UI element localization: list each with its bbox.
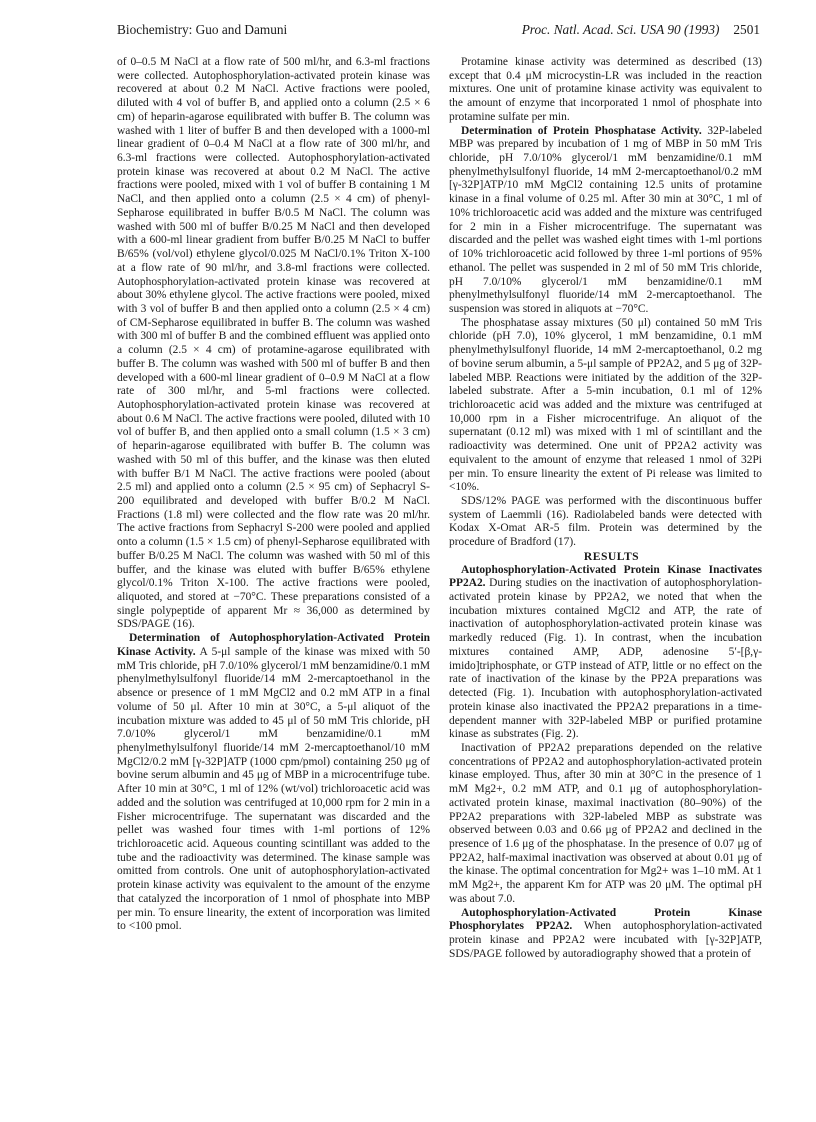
journal-citation — [522, 22, 760, 38]
right-column — [449, 56, 762, 961]
kinase-activity-text: A 5-μl sample of the kinase was mixed with 50 mM Tris chloride, pH 7.0/10% glycerol/1 mM benzamidine/0.1 mM phenylmethylsulfonyl fluoride/14 mM 2-mercaptoethanol in the absence or presence of 1 mM MgCl2 and 0.2 mM ATP in a final volume of 50 μl. After 10 min at 30°C, a 5-μl aliquot of the incubation mixture was added to 45 μl of 50 mM Tris chloride, pH 7.0/10% glycerol/1 mM benzamidine/0.1 mM phenylmethylsulfonyl fluoride/14 mM 2-mercaptoethanol/10 mM MgCl2/0.2 mM [γ-32P]ATP (1000 cpm/pmol) containing 250 μg of bovine serum albumin and 45 μg of MBP in a microcentrifuge tube. After 10 min at 30°C, 1 ml of 12% (wt/vol) trichloroacetic acid was added and the solution was centrifuged at 10,000 rpm for 2 min in a Fisher microcentrifuge. The supernatant was discarded and the pellet was washed four times with 1-ml portions of 12% trichloroacetic acid. Aqueous counting scintillant was added to the tube and the radioactivity was determined. The kinase sample was omitted from controls. One unit of autophosphorylation-activated protein kinase activity was equivalent to the amount of the enzyme that catalyzed the incorporation of 1 nmol of phosphate into MBP per min. To ensure linearity, the extent of incorporation was limited to <100 pmol. — [117, 645, 430, 933]
kinase-activity-heading: Determination of Autophosphorylation-Activated Protein Kinase Activity. — [117, 632, 430, 658]
purification-paragraph: of 0–0.5 M NaCl at a flow rate of 500 ml/hr, and 6.3-ml fractions were collected. Autophosphorylation-activated protein kinase was recovered at about 0.2 M NaCl. Active fractions were pooled, diluted with 4 vol of buffer B, and applied onto a column (2.5 × 6 cm) of heparin-agarose equilibrated with buffer B. The column was washed with 1 liter of buffer B and then developed with a 1000-ml linear gradient of 0–0.4 M NaCl at a flow rate of 300 ml/hr, and 6.3-ml fractions were collected. Autophosphorylation-activated protein kinase was recovered at about 0.2 M NaCl. The active fractions were pooled, mixed with 1 vol of buffer B containing 1 M NaCl, and then applied onto a column (2.5 × 4 cm) of phenyl-Sepharose equilibrated in buffer B/0.5 M NaCl. The column was washed with 500 ml of buffer B/0.25 M NaCl and then developed with a 600-ml linear gradient from buffer B/0.25 M NaCl to buffer B/65% (vol/vol) ethylene glycol/0.025 M NaCl/0.1% Triton X-100 at a flow rate of 90 ml/hr, and 3.8-ml fractions were collected. Autophosphorylation-activated protein kinase was recovered at about 30% ethylene glycol. The active fractions were pooled, mixed with 3 vol of buffer B and then applied onto a column (2.5 × 4 cm) of CM-Sepharose equilibrated in buffer B. The column was washed with 300 ml of buffer B and the combined effluent was applied onto a column (2.5 × 4 cm) of protamine-agarose equilibrated with buffer B. The column was washed with 500 ml of buffer B and then developed with a 600-ml linear gradient of 0–0.9 M NaCl at a flow rate of 300 ml/hr, and 5-ml fractions were collected. Autophosphorylation-activated protein kinase was recovered at about 0.6 M NaCl. The active fractions were pooled, diluted with 10 vol of buffer B, and then applied onto a small column (1.5 × 3 cm) of heparin-agarose equilibrated with buffer B. The column was washed with 50 ml of this buffer, and the kinase was then eluted with buffer B/1 M NaCl. The active fractions were pooled (about 2.5 ml) and applied onto a column (2.5 × 95 cm) of Sephacryl S-200 equilibrated and developed with buffer B/0.2 M NaCl. Fractions (1.8 ml) were collected and the flow rate was 20 ml/hr. The active fractions from Sephacryl S-200 were pooled and applied onto a column (1.5 × 1.5 cm) of phenyl-Sepharose equilibrated with buffer B/0.25 M NaCl. The column was washed with 50 ml of this buffer, and the kinase was eluted with buffer B/65% ethylene glycol/0.1% Triton X-100. The active fractions were pooled, aliquoted, and stored at −70°C. These preparations consisted of a single polypeptide of apparent Mr ≈ 36,000 as determined by SDS/PAGE (16). — [117, 56, 430, 631]
phosphatase-activity-paragraph — [449, 125, 762, 317]
protamine-kinase-paragraph: Protamine kinase activity was determined as described (13) except that 0.4 μM microcystin-LR was included in the reaction mixtures. One unit of protamine kinase activity was equivalent to the amount of enzyme that incorporated 1 nmol of phosphate into protamine sulfate per min. — [449, 56, 762, 123]
page-methods-paragraph: SDS/12% PAGE was performed with the discontinuous buffer system of Laemmli (16). Radiolabeled bands were detected with Kodax X-Omat AR-5 film. Protein was determined by the procedure of Bradford (17). — [449, 495, 762, 549]
phosphatase-activity-heading: Determination of Protein Phosphatase Activity. — [461, 124, 702, 137]
assay-mixture-paragraph: The phosphatase assay mixtures (50 μl) contained 50 mM Tris chloride (pH 7.0), 10% glycerol, 1 mM benzamidine, 0.1 mM phenylmethylsulfonyl fluoride, 14 mM 2-mercaptoethanol, 0.2 mg of bovine serum albumin, a 5-μl sample of PP2A2, and 5 μg of 32P-labeled MBP. Reactions were initiated by the addition of the 32P-labeled substrate. After a 5-min incubation, 0.1 ml of 12% trichloroacetic acid was added and the mixture was centrifuged at 10,000 rpm in a Fisher microcentrifuge. An aliquot of the supernatant (0.12 ml) was mixed with 1 ml of scintillant and the radioactivity was determined. One unit of PP2A2 activity was equivalent to the amount of enzyme that released 1 nmol of 32Pi per min. To ensure linearity the extent of Pi release was limited to <10%. — [449, 316, 762, 494]
inactivation-heading: Autophosphorylation-Activated Protein Kinase Inactivates PP2A2. — [449, 563, 762, 590]
phosphorylation-text: When autophosphorylation-activated protein kinase and PP2A2 were incubated with [γ-32P]ATP, SDS/PAGE followed by autoradiography showed that a protein of — [449, 920, 763, 960]
phosphorylation-paragraph — [449, 907, 762, 962]
concentration-paragraph: Inactivation of PP2A2 preparations depended on the relative concentrations of PP2A2 and autophosphorylation-activated protein kinase employed. Thus, after 30 min at 30°C in the presence of 1 mM Mg2+, 0.2 mM ATP, and 0.1 μg of autophosphorylation-activated protein kinase, maximal inactivation (80–90%) of the PP2A2 preparations with 32P-labeled MBP as substrate was observed between 0.03 and 0.66 μg of PP2A2 and declined in the presence of 1.6 μg of the phosphatase. In the presence of 0.07 μg of PP2A2, half-maximal inactivation was observed at about 0.01 μg of the kinase. The optimal concentration for Mg2+ was 1–10 mM. At 1 mM Mg2+, the apparent Km for ATP was 20 μM. The optimal pH was about 7.0. — [449, 741, 762, 905]
inactivation-paragraph — [449, 564, 762, 742]
inactivation-text: During studies on the inactivation of autophosphorylation-activated protein kinase by PP2A2, we noted that when the incubation mixtures contained MgCl2 and ATP, the rate of inactivation of autophosphorylation-activated protein kinase was markedly reduced (Fig. 1). In contrast, when the incubation mixtures contained AMP, ADP, adenosine 5′-[β,γ-imido]triphosphate, or GTP instead of ATP, little or no effect on the rate of inactivation of the kinase by the PP2A preparations was detected (Fig. 1). Incubation with autophosphorylation-activated protein kinase also inactivated the PP2A2 preparations in a time-dependent manner with 32P-labeled MBP or purified protamine kinase as substrates (Fig. 2). — [449, 577, 762, 741]
journal-name: Proc. Natl. Acad. Sci. USA 90 (1993) — [521, 22, 720, 37]
page-number: 2501 — [733, 22, 760, 37]
phosphatase-activity-text: 32P-labeled MBP was prepared by incubation of 1 mg of MBP in 50 mM Tris chloride, pH 7.0/10% glycerol/1 mM benzamidine/0.1 mM phenylmethylsulfonyl fluoride, 14 mM 2-mercaptoethanol/0.2 mM [γ-32P]ATP/10 mM MgCl2 containing 12.5 units of protamine kinase in a final volume of 0.25 ml. After 30 min at 30°C, 1 ml of 10% trichloroacetic acid was added and the mixture was centrifuged for 2 min in a Fisher microcentrifuge. The supernatant was discarded and the pellet was washed eight times with 1-ml portions of 10% trichloroacetic acid followed by three 1-ml portions of 95% ethanol. The pellet was suspended in 2 ml of 50 mM Tris chloride, pH 7.0/10% glycerol/1 mM benzamidine/0.1 mM phenylmethylsulfonyl fluoride/14 mM 2-mercaptoethanol. The suspension was stored in aliquots at −70°C. — [449, 124, 762, 315]
running-header: Biochemistry: Guo and Damuni — [117, 22, 288, 37]
left-column — [117, 56, 430, 934]
phosphorylation-heading: Autophosphorylation-Activated Protein Kinase Phosphorylates PP2A2. — [449, 906, 762, 933]
results-section-title: RESULTS — [583, 549, 640, 563]
kinase-activity-paragraph — [117, 632, 430, 934]
